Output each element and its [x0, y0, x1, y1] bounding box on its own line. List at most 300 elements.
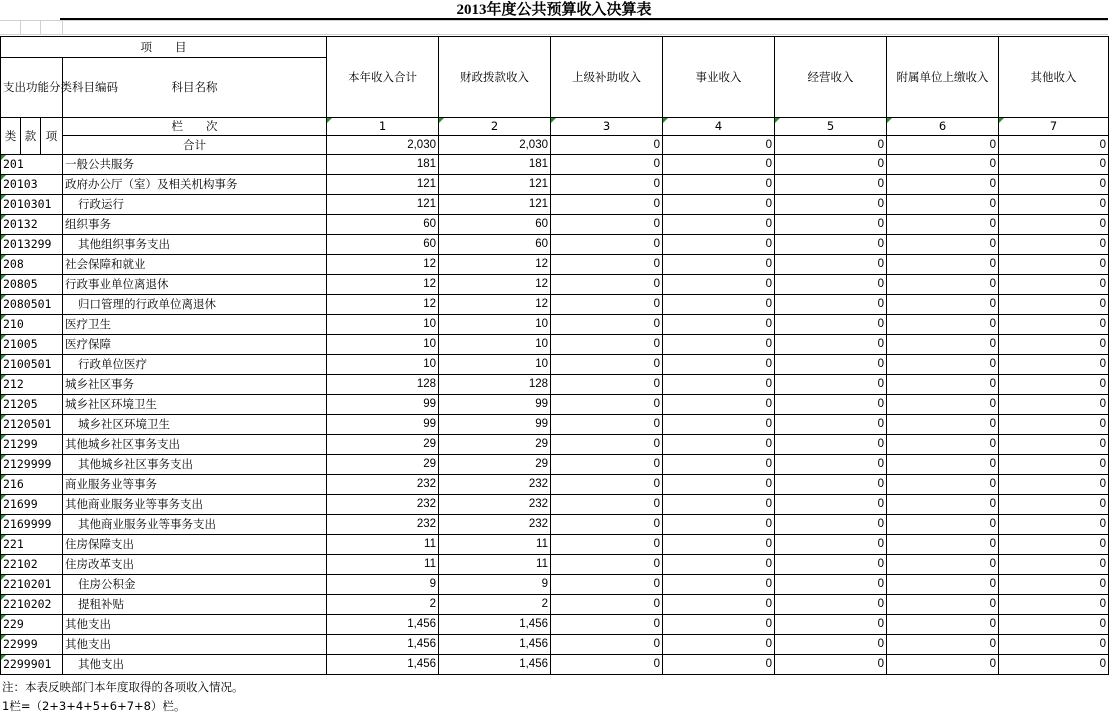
- row-value-cell[interactable]: 0: [887, 275, 999, 295]
- row-value-cell[interactable]: 0: [663, 295, 775, 315]
- row-code-cell[interactable]: 20103: [1, 175, 63, 195]
- row-value-cell[interactable]: 0: [887, 195, 999, 215]
- row-value-cell[interactable]: 0: [999, 635, 1109, 655]
- row-value-cell[interactable]: 60: [327, 235, 439, 255]
- table-row: [1, 335, 1109, 355]
- row-value-cell[interactable]: 128: [439, 375, 551, 395]
- row-value-cell[interactable]: 181: [439, 155, 551, 175]
- row-value-cell[interactable]: 0: [551, 495, 663, 515]
- row-code-cell[interactable]: 2120501: [1, 415, 63, 435]
- row-value-cell[interactable]: 0: [775, 395, 887, 415]
- row-value-cell[interactable]: 0: [663, 215, 775, 235]
- total-value[interactable]: 0: [663, 136, 775, 155]
- row-value-cell[interactable]: 0: [999, 495, 1109, 515]
- row-value-cell[interactable]: 0: [775, 495, 887, 515]
- row-name-cell[interactable]: [63, 295, 327, 315]
- row-code-cell[interactable]: 2169999: [1, 515, 63, 535]
- row-value-cell[interactable]: 0: [999, 515, 1109, 535]
- row-value-cell[interactable]: 0: [887, 575, 999, 595]
- row-value-cell[interactable]: 10: [439, 335, 551, 355]
- row-value-cell[interactable]: 29: [327, 455, 439, 475]
- row-value-cell[interactable]: 0: [551, 295, 663, 315]
- row-name-cell[interactable]: [63, 495, 327, 515]
- header-col-4[interactable]: 事业收入: [663, 37, 775, 118]
- row-name-cell[interactable]: [63, 535, 327, 555]
- row-value-cell[interactable]: 10: [327, 355, 439, 375]
- row-value-cell[interactable]: 0: [663, 335, 775, 355]
- row-code-cell[interactable]: 22102: [1, 555, 63, 575]
- col-number-5[interactable]: 5: [775, 118, 887, 136]
- report-title: 2013年度公共预算收入决算表: [456, 2, 652, 18]
- row-name-cell[interactable]: [63, 195, 327, 215]
- row-name-text: 政府办公厅（室）及相关机构事务: [65, 177, 238, 191]
- row-value-cell[interactable]: 99: [439, 415, 551, 435]
- table-row: [1, 475, 1109, 495]
- row-value-cell[interactable]: 0: [775, 315, 887, 335]
- row-value-cell[interactable]: 0: [775, 595, 887, 615]
- row-value-cell[interactable]: 121: [327, 195, 439, 215]
- row-value-cell[interactable]: 0: [775, 355, 887, 375]
- row-value-cell[interactable]: 11: [439, 555, 551, 575]
- row-value-cell[interactable]: 0: [775, 255, 887, 275]
- row-value-cell[interactable]: 181: [327, 155, 439, 175]
- row-name-text: 其他商业服务业等事务支出: [65, 497, 203, 511]
- row-value-cell[interactable]: 0: [551, 175, 663, 195]
- row-code-cell[interactable]: 21299: [1, 435, 63, 455]
- row-code-cell[interactable]: 21005: [1, 335, 63, 355]
- row-value-cell[interactable]: 0: [887, 415, 999, 435]
- row-value-cell[interactable]: 0: [551, 355, 663, 375]
- row-value-cell[interactable]: 0: [999, 415, 1109, 435]
- total-value[interactable]: 0: [887, 136, 999, 155]
- row-value-cell[interactable]: 0: [999, 655, 1109, 675]
- row-value-cell[interactable]: 0: [887, 295, 999, 315]
- row-value-cell[interactable]: 0: [663, 595, 775, 615]
- row-value-cell[interactable]: 0: [887, 315, 999, 335]
- row-value-cell[interactable]: 0: [999, 575, 1109, 595]
- row-code-cell[interactable]: 2010301: [1, 195, 63, 215]
- row-value-cell[interactable]: 12: [327, 295, 439, 315]
- row-value-cell[interactable]: 12: [327, 275, 439, 295]
- row-value-cell[interactable]: 0: [887, 375, 999, 395]
- row-value-cell[interactable]: 99: [327, 415, 439, 435]
- row-code-cell[interactable]: 2129999: [1, 455, 63, 475]
- row-value-cell[interactable]: 0: [663, 315, 775, 335]
- row-value-cell[interactable]: 0: [551, 515, 663, 535]
- row-value-cell[interactable]: 0: [999, 555, 1109, 575]
- row-name-cell[interactable]: [63, 395, 327, 415]
- row-value-cell[interactable]: 0: [887, 255, 999, 275]
- row-value-cell[interactable]: 0: [999, 455, 1109, 475]
- header-kuan-cell[interactable]: 款: [21, 118, 41, 155]
- row-code-cell[interactable]: 2210202: [1, 595, 63, 615]
- title-row: [0, 0, 1108, 20]
- row-value-cell[interactable]: 0: [551, 255, 663, 275]
- row-value-cell[interactable]: 0: [775, 515, 887, 535]
- row-value-cell[interactable]: 0: [663, 635, 775, 655]
- row-code-cell[interactable]: 2013299: [1, 235, 63, 255]
- total-value[interactable]: 0: [551, 136, 663, 155]
- row-name-cell[interactable]: [63, 375, 327, 395]
- row-name-text: 医疗保障: [65, 337, 111, 351]
- row-value-cell[interactable]: 0: [887, 635, 999, 655]
- row-value-cell[interactable]: 232: [327, 475, 439, 495]
- table-row: [1, 295, 1109, 315]
- row-value-cell[interactable]: 0: [887, 395, 999, 415]
- row-value-cell[interactable]: 12: [439, 255, 551, 275]
- row-value-cell[interactable]: 0: [775, 195, 887, 215]
- row-code-cell[interactable]: 2080501: [1, 295, 63, 315]
- row-value-cell[interactable]: 0: [775, 415, 887, 435]
- row-value-cell[interactable]: 0: [663, 195, 775, 215]
- row-value-cell[interactable]: 0: [663, 415, 775, 435]
- row-value-cell[interactable]: 0: [999, 255, 1109, 275]
- row-value-cell[interactable]: 0: [551, 655, 663, 675]
- row-value-cell[interactable]: 0: [551, 455, 663, 475]
- row-value-cell[interactable]: 12: [439, 295, 551, 315]
- row-value-cell[interactable]: 0: [663, 235, 775, 255]
- row-value-cell[interactable]: 0: [775, 615, 887, 635]
- row-value-cell[interactable]: 11: [439, 535, 551, 555]
- row-value-cell[interactable]: 0: [999, 595, 1109, 615]
- row-value-cell[interactable]: 121: [439, 195, 551, 215]
- row-code-cell[interactable]: 21699: [1, 495, 63, 515]
- row-value-cell[interactable]: 0: [775, 155, 887, 175]
- row-value-cell[interactable]: 0: [551, 395, 663, 415]
- row-name-cell[interactable]: [63, 355, 327, 375]
- row-value-cell[interactable]: 29: [439, 455, 551, 475]
- row-value-cell[interactable]: 0: [887, 475, 999, 495]
- row-name-cell[interactable]: [63, 555, 327, 575]
- row-name-text: 其他城乡社区事务支出: [78, 457, 193, 471]
- row-value-cell[interactable]: 0: [551, 555, 663, 575]
- row-value-cell[interactable]: 0: [887, 435, 999, 455]
- col-number-3[interactable]: 3: [551, 118, 663, 136]
- row-value-cell[interactable]: 0: [999, 295, 1109, 315]
- row-value-cell[interactable]: 0: [663, 175, 775, 195]
- row-code-cell[interactable]: 221: [1, 535, 63, 555]
- row-name-text: 其他支出: [78, 657, 124, 671]
- row-name-text: 城乡社区环境卫生: [78, 417, 170, 431]
- total-value[interactable]: 2,030: [439, 136, 551, 155]
- row-value-cell[interactable]: 29: [327, 435, 439, 455]
- row-value-cell[interactable]: 0: [887, 555, 999, 575]
- table-row: [1, 195, 1109, 215]
- row-value-cell[interactable]: 12: [439, 275, 551, 295]
- row-value-cell[interactable]: 0: [775, 655, 887, 675]
- row-value-cell[interactable]: 0: [663, 395, 775, 415]
- row-value-cell[interactable]: 0: [999, 535, 1109, 555]
- col-number-7[interactable]: 7: [999, 118, 1109, 136]
- row-value-cell[interactable]: 0: [775, 575, 887, 595]
- row-value-cell[interactable]: 0: [551, 375, 663, 395]
- row-value-cell[interactable]: 0: [887, 595, 999, 615]
- row-value-cell[interactable]: 0: [663, 155, 775, 175]
- row-value-cell[interactable]: 0: [663, 475, 775, 495]
- row-value-cell[interactable]: 10: [327, 315, 439, 335]
- row-value-cell[interactable]: 9: [439, 575, 551, 595]
- row-value-cell[interactable]: 0: [775, 175, 887, 195]
- row-value-cell[interactable]: 0: [551, 635, 663, 655]
- row-name-cell[interactable]: [63, 435, 327, 455]
- row-code-cell[interactable]: 2100501: [1, 355, 63, 375]
- col-number-6[interactable]: 6: [887, 118, 999, 136]
- row-value-cell[interactable]: 0: [775, 295, 887, 315]
- row-value-cell[interactable]: 1,456: [327, 655, 439, 675]
- row-name-text: 其他城乡社区事务支出: [65, 437, 180, 451]
- row-value-cell[interactable]: 0: [999, 615, 1109, 635]
- row-value-cell[interactable]: 1,456: [327, 615, 439, 635]
- row-value-cell[interactable]: 0: [999, 235, 1109, 255]
- row-value-cell[interactable]: 0: [551, 215, 663, 235]
- col-number-1[interactable]: 1: [327, 118, 439, 136]
- row-value-cell[interactable]: 10: [439, 355, 551, 375]
- row-value-cell[interactable]: 0: [887, 535, 999, 555]
- row-value-cell[interactable]: 1,456: [327, 635, 439, 655]
- row-value-cell[interactable]: 0: [663, 555, 775, 575]
- row-name-text: 其他支出: [65, 617, 111, 631]
- row-value-cell[interactable]: 232: [327, 515, 439, 535]
- row-code-cell[interactable]: 20132: [1, 215, 63, 235]
- row-value-cell[interactable]: 0: [663, 515, 775, 535]
- header-lanci-cell[interactable]: 栏 次: [63, 118, 327, 136]
- row-value-cell[interactable]: 0: [663, 355, 775, 375]
- total-value[interactable]: 2,030: [327, 136, 439, 155]
- row-value-cell[interactable]: 0: [887, 455, 999, 475]
- row-name-cell[interactable]: [63, 635, 327, 655]
- col-number-4[interactable]: 4: [663, 118, 775, 136]
- gridline: [62, 20, 63, 34]
- row-name-cell[interactable]: [63, 315, 327, 335]
- row-value-cell[interactable]: 128: [327, 375, 439, 395]
- row-code-cell[interactable]: 210: [1, 315, 63, 335]
- table-row: [1, 235, 1109, 255]
- row-value-cell[interactable]: 232: [439, 475, 551, 495]
- row-value-cell[interactable]: 60: [439, 235, 551, 255]
- row-value-cell[interactable]: 0: [551, 315, 663, 335]
- row-code-cell[interactable]: 21205: [1, 395, 63, 415]
- gridline: [0, 20, 1108, 21]
- row-name-cell[interactable]: [63, 515, 327, 535]
- row-value-cell[interactable]: 0: [999, 375, 1109, 395]
- row-value-cell[interactable]: 0: [663, 535, 775, 555]
- row-name-text: 一般公共服务: [65, 157, 134, 171]
- row-value-cell[interactable]: 1,456: [439, 615, 551, 635]
- row-code-cell[interactable]: 212: [1, 375, 63, 395]
- row-code-cell[interactable]: 2299901: [1, 655, 63, 675]
- gridline: [0, 34, 1108, 35]
- row-name-cell[interactable]: [63, 255, 327, 275]
- table-row: [1, 155, 1109, 175]
- row-value-cell[interactable]: 2: [439, 595, 551, 615]
- row-name-text: 行政事业单位离退休: [65, 277, 169, 291]
- row-name-cell[interactable]: [63, 455, 327, 475]
- header-item-cell[interactable]: 项 目: [1, 37, 327, 58]
- total-value[interactable]: 0: [999, 136, 1109, 155]
- row-value-cell[interactable]: 0: [999, 175, 1109, 195]
- header-row-item: [1, 37, 1109, 58]
- row-value-cell[interactable]: 0: [887, 155, 999, 175]
- row-value-cell[interactable]: 232: [439, 495, 551, 515]
- row-name-text: 归口管理的行政单位离退休: [78, 297, 216, 311]
- row-value-cell[interactable]: 99: [439, 395, 551, 415]
- row-value-cell[interactable]: 0: [999, 195, 1109, 215]
- table-row: [1, 575, 1109, 595]
- row-value-cell[interactable]: 0: [775, 435, 887, 455]
- row-value-cell[interactable]: 0: [663, 615, 775, 635]
- header-col-2[interactable]: 财政拨款收入: [439, 37, 551, 118]
- row-value-cell[interactable]: 9: [327, 575, 439, 595]
- row-code-cell[interactable]: 208: [1, 255, 63, 275]
- header-col-1[interactable]: 本年收入合计: [327, 37, 439, 118]
- row-name-cell[interactable]: [63, 615, 327, 635]
- row-value-cell[interactable]: 0: [887, 615, 999, 635]
- row-value-cell[interactable]: 0: [775, 555, 887, 575]
- header-col-5[interactable]: 经营收入: [775, 37, 887, 118]
- row-value-cell[interactable]: 0: [775, 235, 887, 255]
- row-value-cell[interactable]: 0: [775, 375, 887, 395]
- row-value-cell[interactable]: 0: [775, 635, 887, 655]
- row-value-cell[interactable]: 0: [663, 255, 775, 275]
- header-col-6[interactable]: 附属单位上缴收入: [887, 37, 999, 118]
- row-value-cell[interactable]: 0: [999, 275, 1109, 295]
- row-value-cell[interactable]: 0: [551, 415, 663, 435]
- row-value-cell[interactable]: 0: [999, 315, 1109, 335]
- table-row: [1, 255, 1109, 275]
- row-value-cell[interactable]: 0: [551, 535, 663, 555]
- row-code-cell[interactable]: 201: [1, 155, 63, 175]
- table-row: [1, 455, 1109, 475]
- row-value-cell[interactable]: 121: [327, 175, 439, 195]
- table-row: [1, 655, 1109, 675]
- row-name-cell[interactable]: [63, 595, 327, 615]
- header-code-cell[interactable]: 支出功能分类科目编码: [1, 58, 63, 118]
- row-value-cell[interactable]: 0: [551, 595, 663, 615]
- row-value-cell[interactable]: 0: [999, 215, 1109, 235]
- row-value-cell[interactable]: 0: [551, 235, 663, 255]
- table-row: [1, 215, 1109, 235]
- row-value-cell[interactable]: 0: [663, 455, 775, 475]
- row-value-cell[interactable]: 0: [999, 475, 1109, 495]
- col-number-2[interactable]: 2: [439, 118, 551, 136]
- total-label[interactable]: 合计: [63, 136, 327, 155]
- row-name-cell[interactable]: [63, 175, 327, 195]
- row-value-cell[interactable]: 12: [327, 255, 439, 275]
- row-name-text: 住房公积金: [78, 577, 136, 591]
- row-name-cell[interactable]: [63, 215, 327, 235]
- table-row: [1, 415, 1109, 435]
- row-name-text: 商业服务业等事务: [65, 477, 157, 491]
- row-name-cell[interactable]: [63, 155, 327, 175]
- header-col-3[interactable]: 上级补助收入: [551, 37, 663, 118]
- row-name-cell[interactable]: [63, 575, 327, 595]
- row-value-cell[interactable]: 0: [887, 495, 999, 515]
- row-value-cell[interactable]: 0: [551, 475, 663, 495]
- row-value-cell[interactable]: 0: [663, 575, 775, 595]
- row-code-cell[interactable]: 22999: [1, 635, 63, 655]
- row-value-cell[interactable]: 0: [551, 615, 663, 635]
- row-value-cell[interactable]: 0: [775, 535, 887, 555]
- table-row: [1, 315, 1109, 335]
- row-code-cell[interactable]: 20805: [1, 275, 63, 295]
- row-value-cell[interactable]: 0: [551, 195, 663, 215]
- row-code-cell[interactable]: 216: [1, 475, 63, 495]
- header-name-cell[interactable]: 科目名称: [63, 58, 327, 118]
- row-value-cell[interactable]: 0: [775, 215, 887, 235]
- row-value-cell[interactable]: 0: [775, 275, 887, 295]
- header-col-7[interactable]: 其他收入: [999, 37, 1109, 118]
- row-value-cell[interactable]: 0: [551, 155, 663, 175]
- row-value-cell[interactable]: 1,456: [439, 635, 551, 655]
- row-value-cell[interactable]: 0: [999, 335, 1109, 355]
- row-name-cell[interactable]: [63, 475, 327, 495]
- row-value-cell[interactable]: 0: [999, 435, 1109, 455]
- table-row: [1, 515, 1109, 535]
- row-value-cell[interactable]: 29: [439, 435, 551, 455]
- row-value-cell[interactable]: 0: [999, 355, 1109, 375]
- row-name-cell[interactable]: [63, 655, 327, 675]
- total-value[interactable]: 0: [775, 136, 887, 155]
- row-value-cell[interactable]: 0: [775, 455, 887, 475]
- row-value-cell[interactable]: 121: [439, 175, 551, 195]
- row-code-cell[interactable]: 2210201: [1, 575, 63, 595]
- row-name-cell[interactable]: [63, 235, 327, 255]
- row-value-cell[interactable]: 0: [551, 435, 663, 455]
- gridline: [40, 20, 41, 34]
- row-value-cell[interactable]: 0: [663, 435, 775, 455]
- row-value-cell[interactable]: 0: [887, 355, 999, 375]
- row-value-cell[interactable]: 10: [327, 335, 439, 355]
- table-row: [1, 535, 1109, 555]
- row-value-cell[interactable]: 0: [663, 375, 775, 395]
- row-name-cell[interactable]: [63, 335, 327, 355]
- header-lei-cell[interactable]: 类: [1, 118, 21, 155]
- row-value-cell[interactable]: 0: [551, 575, 663, 595]
- row-value-cell[interactable]: 60: [439, 215, 551, 235]
- row-value-cell[interactable]: 0: [887, 335, 999, 355]
- row-value-cell[interactable]: 0: [999, 155, 1109, 175]
- header-xiang-cell[interactable]: 项: [41, 118, 63, 155]
- table-row: [1, 175, 1109, 195]
- row-name-cell[interactable]: [63, 415, 327, 435]
- row-value-cell[interactable]: 0: [887, 655, 999, 675]
- row-value-cell[interactable]: 0: [551, 335, 663, 355]
- row-value-cell[interactable]: 11: [327, 555, 439, 575]
- row-value-cell[interactable]: 232: [439, 515, 551, 535]
- row-value-cell[interactable]: 1,456: [439, 655, 551, 675]
- row-value-cell[interactable]: 0: [775, 335, 887, 355]
- table-row: [1, 615, 1109, 635]
- row-value-cell[interactable]: 0: [887, 235, 999, 255]
- row-value-cell[interactable]: 0: [663, 275, 775, 295]
- row-value-cell[interactable]: 11: [327, 535, 439, 555]
- row-value-cell[interactable]: 0: [887, 175, 999, 195]
- row-value-cell[interactable]: 0: [775, 475, 887, 495]
- row-value-cell[interactable]: 0: [999, 395, 1109, 415]
- row-value-cell[interactable]: 0: [887, 515, 999, 535]
- row-code-cell[interactable]: 229: [1, 615, 63, 635]
- row-name-cell[interactable]: [63, 275, 327, 295]
- row-value-cell[interactable]: 0: [663, 655, 775, 675]
- row-value-cell[interactable]: 2: [327, 595, 439, 615]
- row-value-cell[interactable]: 99: [327, 395, 439, 415]
- row-value-cell[interactable]: 0: [663, 495, 775, 515]
- row-value-cell[interactable]: 60: [327, 215, 439, 235]
- row-value-cell[interactable]: 0: [887, 215, 999, 235]
- row-value-cell[interactable]: 10: [439, 315, 551, 335]
- row-value-cell[interactable]: 232: [327, 495, 439, 515]
- row-value-cell[interactable]: 0: [551, 275, 663, 295]
